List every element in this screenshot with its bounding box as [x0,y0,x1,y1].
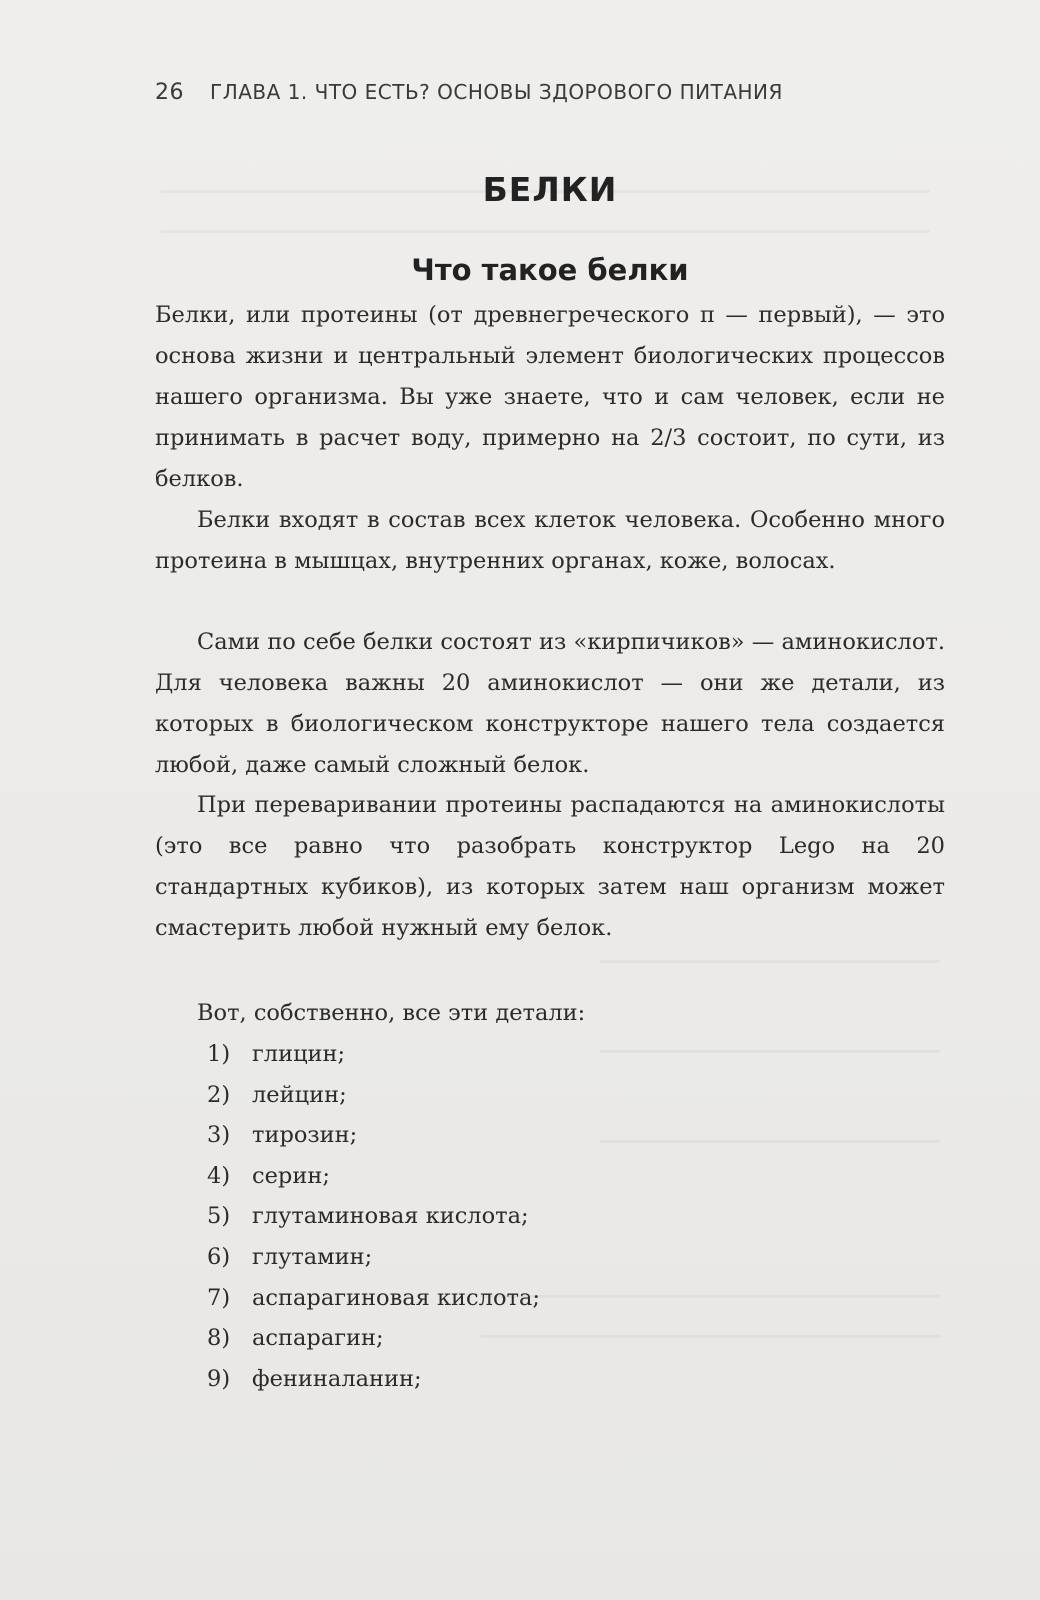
list-item-text: серин; [252,1162,330,1189]
list-intro: Вот, собственно, все эти детали: [197,1000,586,1026]
list-item-number: 3) [207,1122,231,1149]
list-item-text: тирозин; [252,1122,358,1149]
list-item-text: аспарагиновая кислота; [252,1284,540,1311]
list-item [207,1075,540,1116]
paragraph-cells: Белки входят в состав всех клеток человека. Особенно много протеина в мышцах, внутренних органах, коже, волосах. [155,507,945,574]
list-item-number: 8) [207,1325,231,1352]
list-item [207,1196,540,1237]
list-item [207,1115,540,1156]
running-header [155,80,783,105]
list-item-number: 6) [207,1243,231,1270]
list-item [207,1034,540,1075]
paragraph-amino-acids: Сами по себе белки состоят из «кирпичиков» — аминокислот. Для человека важны 20 аминокислот — они же детали, из которых в биологическом конструкторе нашего тела создается любой, даже самый сложный белок. [155,629,945,778]
page-number: 26 [155,80,184,105]
list-item-number: 2) [207,1081,231,1108]
list-item-number: 5) [207,1203,231,1230]
list-item-text: фениналанин; [252,1365,422,1392]
amino-acid-list [207,1034,540,1399]
chapter-title: БЕЛКИ [482,170,618,209]
bleed-through-line [600,1140,940,1143]
paragraph-digestion: При переваривании протеины распадаются на аминокислоты (это все равно что разобрать конструктор Lego на 20 стандартных кубиков), из которых затем наш организм может смастерить любой нужный ему белок. [155,792,945,941]
bleed-through-line [600,960,940,963]
list-item [207,1237,540,1278]
bleed-through-line [600,1050,940,1053]
bleed-through-line [480,1295,940,1298]
list-item-number: 4) [207,1162,231,1189]
section-title: Что такое белки [411,253,689,287]
list-item-text: аспарагин; [252,1325,384,1352]
bleed-through-line [160,230,930,233]
list-item [207,1278,540,1319]
list-item-number: 9) [207,1365,231,1392]
paragraph-intro: Белки, или протеины (от древнегреческого π — первый), — это основа жизни и центральный элемент биологических процессов нашего организма. Вы уже знаете, что и сам человек, если не принимать в расчет воду, примерно на 2/3 состоит, по сути, из белков. [155,302,945,492]
list-item [207,1359,540,1400]
list-item-text: глутамин; [252,1243,373,1270]
list-item [207,1156,540,1197]
list-item-text: глицин; [252,1041,346,1067]
bleed-through-line [480,1335,940,1338]
running-title: ГЛАВА 1. ЧТО ЕСТЬ? ОСНОВЫ ЗДОРОВОГО ПИТАНИЯ [210,80,783,104]
list-item-number: 1) [207,1041,231,1067]
list-item-number: 7) [207,1284,231,1311]
list-item-text: лейцин; [252,1081,347,1108]
list-item-text: глутаминовая кислота; [252,1203,529,1230]
list-item [207,1318,540,1359]
